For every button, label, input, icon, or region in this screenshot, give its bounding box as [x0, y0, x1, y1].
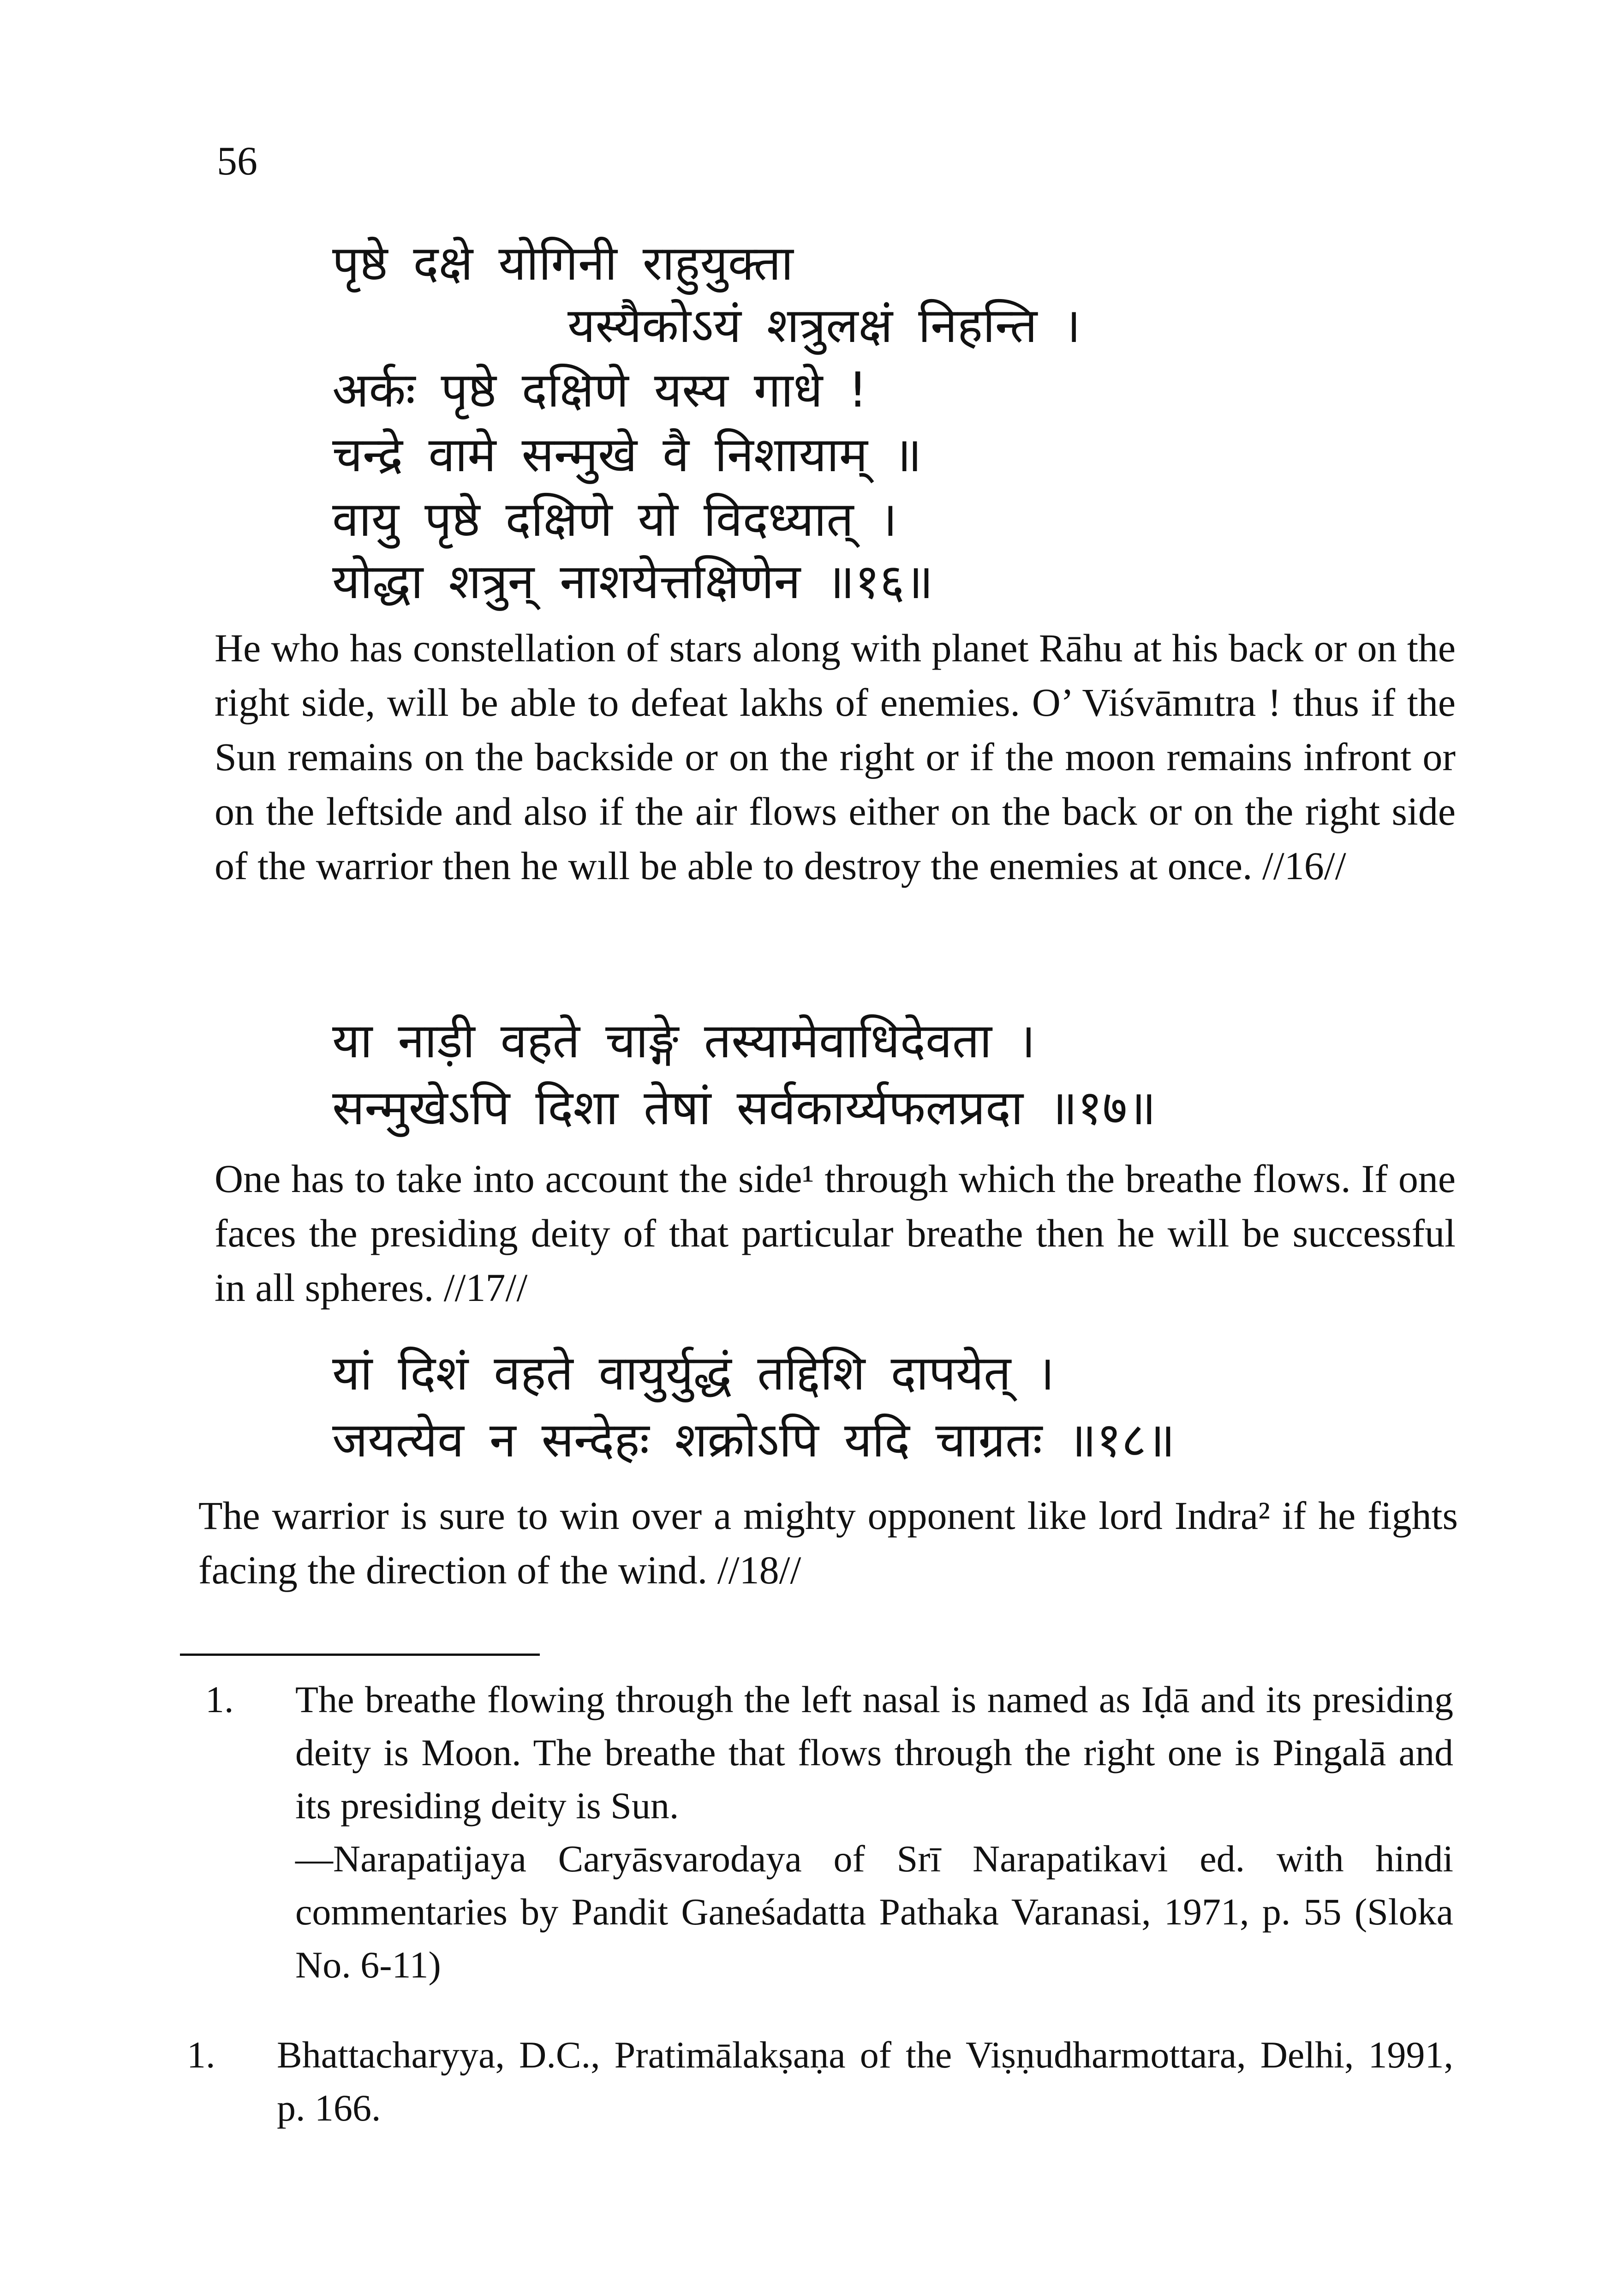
verse-16-line-4: चन्द्रे वामे सन्मुखे वै निशायाम् ॥: [332, 426, 922, 483]
footnote-1: [295, 1673, 1453, 1991]
translation-18: [198, 1488, 1458, 1597]
translation-18-text: The warrior is sure to win over a mighty opponent like lord Indra² if he fights facing the direction of the wind. //18//: [198, 1493, 1458, 1592]
footnote-1-citation: —Narapatijaya Caryāsvarodaya of Srī Narapatikavi ed. with hindi commentaries by Pandit Ganeśadatta Pathaka Varanasi, 1971, p. 55 (Sloka No. 6-11): [295, 1838, 1453, 1986]
verse-16-line-1: पृष्ठे दक्षे योगिनी राहुयुक्ता: [332, 235, 794, 291]
footnote-separator: [180, 1654, 540, 1656]
page-number: 56: [217, 139, 257, 184]
verse-16-line-5: वायु पृष्ठे दक्षिणे यो विदध्यात् ।: [332, 491, 897, 547]
verse-17-line-1: या नाड़ी वहते चाङ्गे तस्यामेवाधिदेवता ।: [332, 1013, 1036, 1069]
translation-17-text: One has to take into account the side¹ through which the breathe flows. If one faces the presiding deity of that particular breathe then he will be successful in all spheres. //17//: [215, 1156, 1456, 1310]
footnote-2-number: 1.: [187, 2034, 215, 2076]
verse-18-line-2: जयत्येव न सन्देहः शक्रोऽपि यदि चाग्रतः ॥१८॥: [332, 1412, 1176, 1468]
translation-16: [215, 621, 1456, 893]
translation-17: [215, 1151, 1456, 1315]
footnote-2-text: Bhattacharyya, D.C., Pratimālakṣaṇa of the Viṣṇudharmottara, Delhi, 1991, p. 166.: [277, 2034, 1453, 2129]
footnote-2: [277, 2028, 1453, 2134]
footnote-1-number: 1.: [205, 1678, 234, 1720]
translation-16-text: He who has constellation of stars along with planet Rāhu at his back or on the right side, will be able to defeat lakhs of enemies. O’ Viśvāmıtra ! thus if the Sun remains on the backside or on the right or if the moon remains infront or on the leftside and also if the air flows either on the back or on the right side of the warrior then he wıll be able to destroy the enemies at once. //16//: [215, 626, 1456, 888]
verse-16-line-6: योद्धा शत्रुन् नाशयेत्तक्षिणेन ॥१६॥: [332, 553, 934, 610]
verse-18-line-1: यां दिशं वहते वायुर्युद्धं तद्दिशि दापयेत् ।: [332, 1345, 1055, 1401]
verse-16-line-3: अर्कः पृष्ठे दक्षिणे यस्य गाधे !: [332, 362, 868, 418]
verse-17-line-2: सन्मुखेऽपि दिशा तेषां सर्वकार्य्यफलप्रदा ॥१७॥: [332, 1079, 1156, 1136]
verse-16-line-2: यस्यैकोऽयं शत्रुलक्षं निहन्ति ।: [567, 297, 1081, 354]
footnote-1-text: The breathe flowing through the left nasal is named as Iḍā and its presiding deity is Moon. The breathe that flows through the right one is Pingalā and its presiding deity is Sun.: [295, 1678, 1453, 1827]
